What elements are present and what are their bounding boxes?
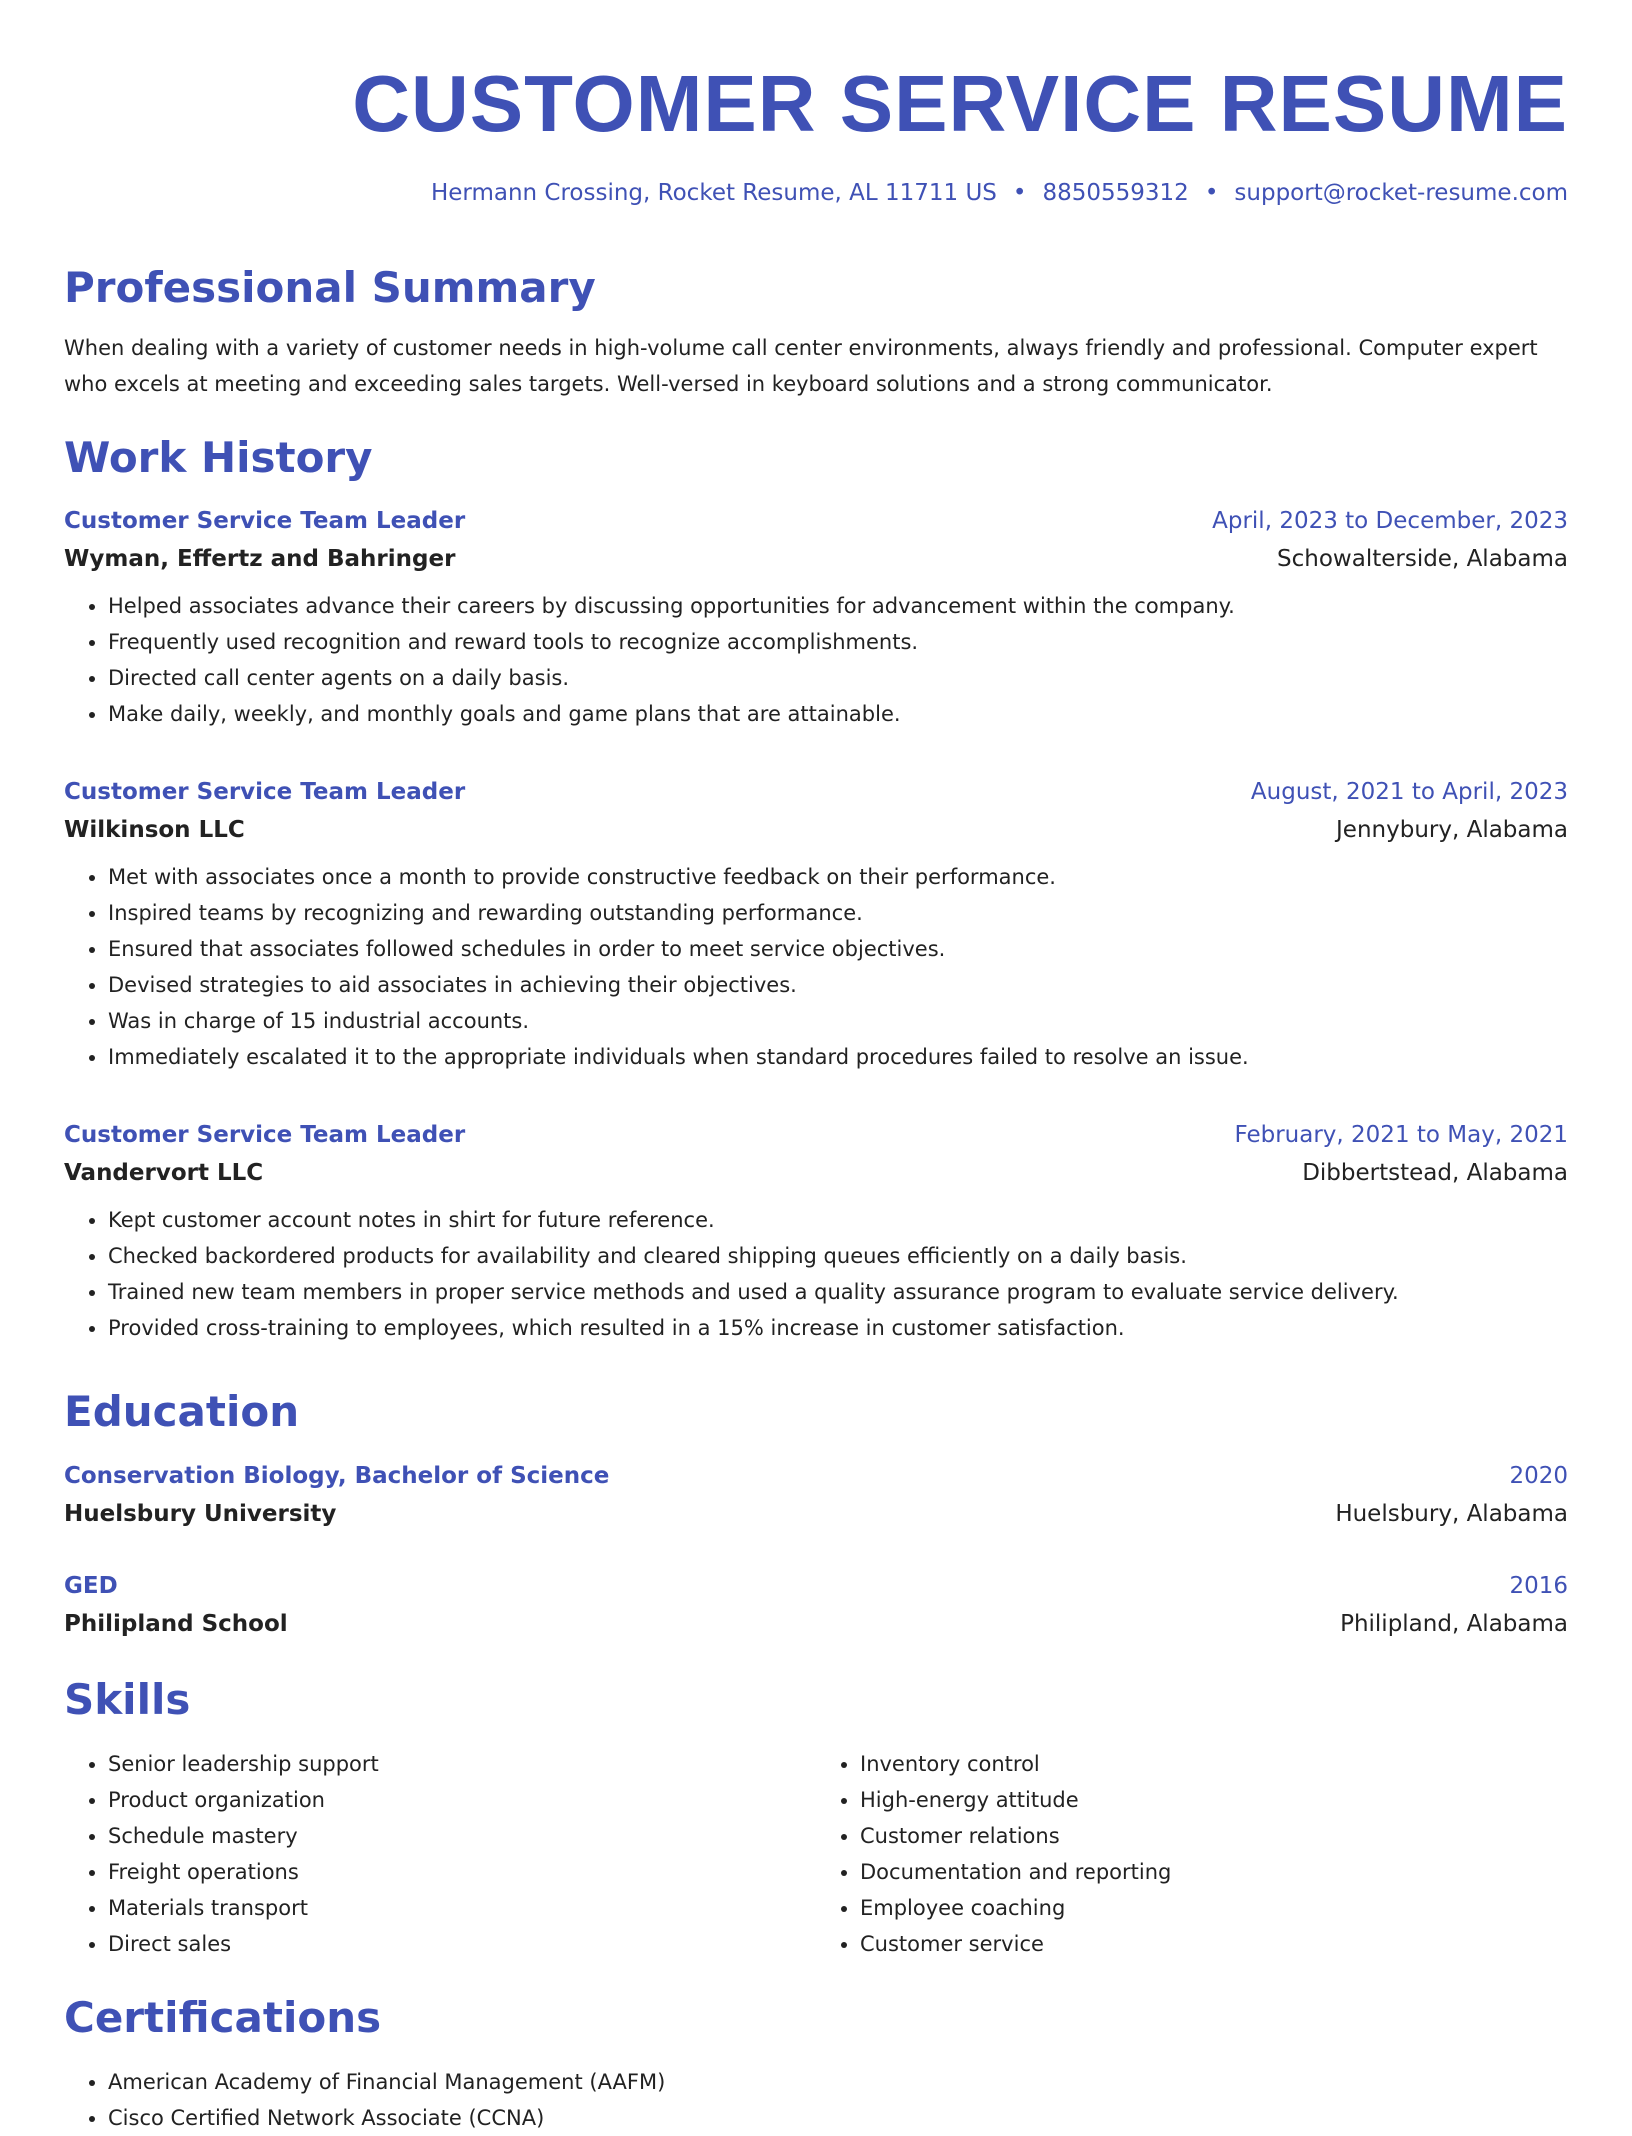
graduation-year: 2016 <box>1509 1573 1568 1599</box>
job-entry <box>64 777 1568 1075</box>
job-location: Dibbertstead, Alabama <box>1302 1160 1568 1186</box>
school-name: Philipland School <box>64 1611 288 1637</box>
contact-email[interactable]: support@rocket-resume.com <box>1234 180 1568 206</box>
skills-list-right <box>816 1746 1568 1962</box>
list-item: • Devised strategies to aid associates in achieving their objectives. <box>108 967 1568 1003</box>
list-item: • Immediately escalated it to the appropriate individuals when standard procedures failed to resolve an issue. <box>108 1039 1568 1075</box>
employer-name: Vandervort LLC <box>64 1160 264 1186</box>
list-item: • Frequently used recognition and reward tools to recognize accomplishments. <box>108 624 1568 660</box>
job-header <box>64 1120 1568 1150</box>
certifications-list <box>64 2064 1568 2136</box>
list-item: • Freight operations <box>108 1854 816 1890</box>
list-item: • High-energy attitude <box>860 1782 1568 1818</box>
job-title: Customer Service Team Leader <box>64 779 466 805</box>
job-header <box>64 506 1568 536</box>
skills-columns <box>64 1746 1568 1962</box>
degree-name: GED <box>64 1573 118 1599</box>
job-dates: August, 2021 to April, 2023 <box>1250 779 1568 805</box>
list-item: • Customer service <box>860 1926 1568 1962</box>
contact-address: Hermann Crossing, Rocket Resume, AL 11711 US <box>430 180 997 206</box>
education-entry <box>64 1461 1568 1529</box>
list-item: • Checked backordered products for availability and cleared shipping queues efficiently on a daily basis. <box>108 1238 1568 1274</box>
summary-heading: Professional Summary <box>64 263 596 312</box>
list-item: • Direct sales <box>108 1926 816 1962</box>
work-history-heading: Work History <box>64 433 373 482</box>
list-item: • Ensured that associates followed schedules in order to meet service objectives. <box>108 931 1568 967</box>
employer-name: Wilkinson LLC <box>64 817 245 843</box>
contact-separator: • <box>1012 180 1027 206</box>
list-item: • Directed call center agents on a daily basis. <box>108 660 1568 696</box>
list-item: • Cisco Certified Network Associate (CCNA) <box>108 2100 1568 2136</box>
list-item: • Employee coaching <box>860 1890 1568 1926</box>
job-subheader <box>64 544 1568 574</box>
job-location: Jennybury, Alabama <box>1336 817 1568 843</box>
job-entry <box>64 1120 1568 1346</box>
list-item: • Was in charge of 15 industrial accounts. <box>108 1003 1568 1039</box>
degree-name: Conservation Biology, Bachelor of Science <box>64 1463 610 1489</box>
contact-phone: 8850559312 <box>1042 180 1189 206</box>
job-subheader <box>64 815 1568 845</box>
list-item: • Kept customer account notes in shirt for future reference. <box>108 1202 1568 1238</box>
education-header <box>64 1571 1568 1601</box>
job-subheader <box>64 1158 1568 1188</box>
list-item: • Schedule mastery <box>108 1818 816 1854</box>
job-title: Customer Service Team Leader <box>64 1122 466 1148</box>
resume-title: CUSTOMER SERVICE RESUME <box>352 59 1568 148</box>
list-item: • Helped associates advance their careers by discussing opportunities for advancement within the company. <box>108 588 1568 624</box>
job-bullets <box>64 1202 1568 1346</box>
list-item: • Met with associates once a month to provide constructive feedback on their performance. <box>108 859 1568 895</box>
education-heading: Education <box>64 1387 300 1436</box>
list-item: • Documentation and reporting <box>860 1854 1568 1890</box>
job-dates: February, 2021 to May, 2021 <box>1234 1122 1568 1148</box>
list-item: • Materials transport <box>108 1890 816 1926</box>
job-bullets <box>64 588 1568 732</box>
job-header <box>64 777 1568 807</box>
job-location: Schowalterside, Alabama <box>1277 546 1568 572</box>
list-item: • Inspired teams by recognizing and rewarding outstanding performance. <box>108 895 1568 931</box>
contact-line <box>64 178 1568 208</box>
job-bullets <box>64 859 1568 1075</box>
resume-page <box>64 0 1568 2130</box>
contact-separator: • <box>1204 180 1219 206</box>
job-dates: April, 2023 to December, 2023 <box>1212 508 1568 534</box>
list-item: • Trained new team members in proper service methods and used a quality assurance program to evaluate service delivery. <box>108 1274 1568 1310</box>
certifications-heading: Certifications <box>64 1993 382 2042</box>
education-subheader <box>64 1499 1568 1529</box>
list-item: • Make daily, weekly, and monthly goals and game plans that are attainable. <box>108 696 1568 732</box>
skills-heading: Skills <box>64 1675 191 1724</box>
school-location: Huelsbury, Alabama <box>1335 1501 1568 1527</box>
summary-text: When dealing with a variety of customer needs in high-volume call center environments, always friendly and professional. Computer expert who excels at meeting and exceeding sales targets. Well-versed in keyboard solutions and a strong communicator. <box>64 336 1538 396</box>
list-item: • Product organization <box>108 1782 816 1818</box>
graduation-year: 2020 <box>1509 1463 1568 1489</box>
school-location: Philipland, Alabama <box>1340 1611 1568 1637</box>
list-item: • Customer relations <box>860 1818 1568 1854</box>
job-entry <box>64 506 1568 732</box>
list-item: • Senior leadership support <box>108 1746 816 1782</box>
education-entry <box>64 1571 1568 1639</box>
list-item: • American Academy of Financial Management (AAFM) <box>108 2064 1568 2100</box>
education-subheader <box>64 1609 1568 1639</box>
list-item: • Inventory control <box>860 1746 1568 1782</box>
skills-list-left <box>64 1746 816 1962</box>
job-title: Customer Service Team Leader <box>64 508 466 534</box>
employer-name: Wyman, Effertz and Bahringer <box>64 546 456 572</box>
education-header <box>64 1461 1568 1491</box>
school-name: Huelsbury University <box>64 1501 337 1527</box>
list-item: • Provided cross-training to employees, which resulted in a 15% increase in customer satisfaction. <box>108 1310 1568 1346</box>
